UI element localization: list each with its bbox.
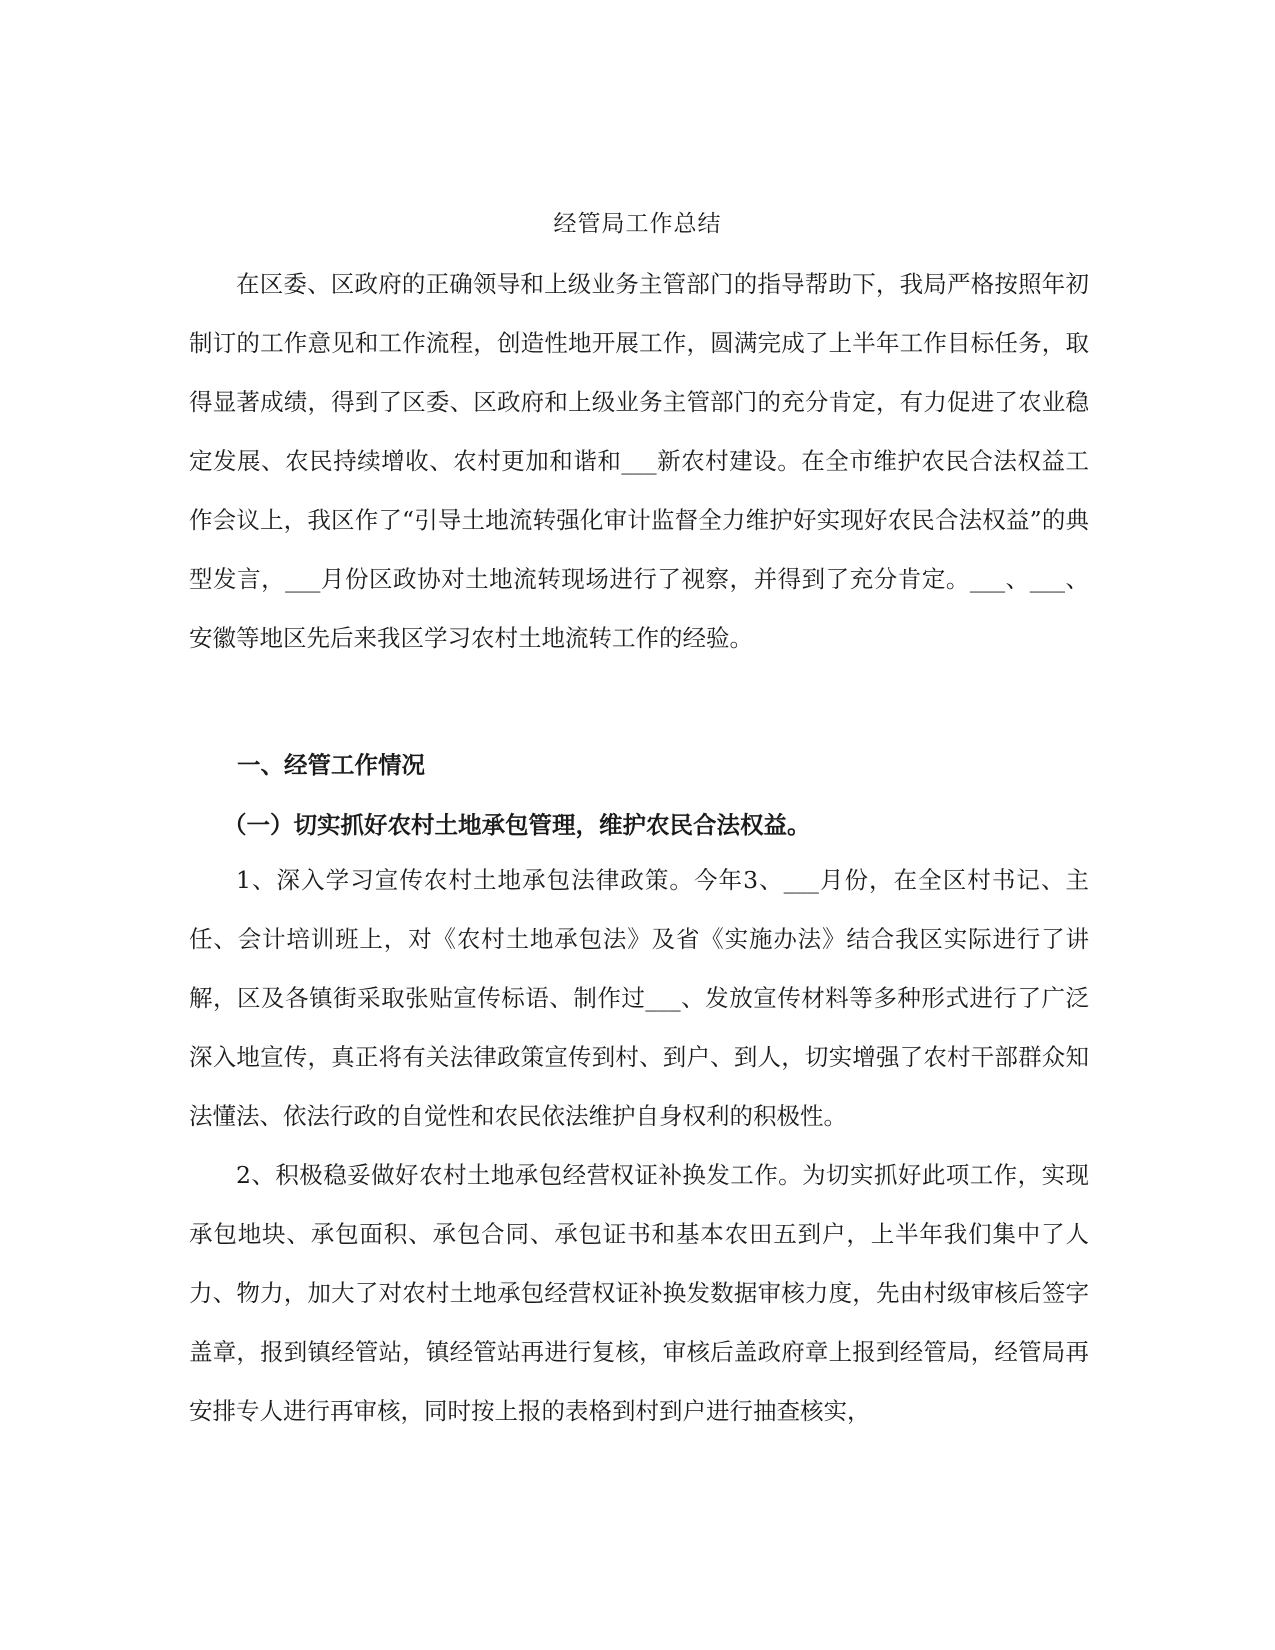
intro-block <box>189 255 1089 668</box>
intro-paragraph: 在区委、区政府的正确领导和上级业务主管部门的指导帮助下，我局严格按照年初制订的工作意见和工作流程，创造性地开展工作，圆满完成了上半年工作目标任务，取得显著成绩，得到了区委、区政府和上级业务主管部门的充分肯定，有力促进了农业稳定发展、农民持续增收、农村更加和谐和___新农村建设。在全市维护农民合法权益工作会议上，我区作了“引导土地流转强化审计监督全力维护好实现好农民合法权益”的典型发言，___月份区政协对土地流转现场进行了视察，并得到了充分肯定。___、___、安徽等地区先后来我区学习农村土地流转工作的经验。 <box>189 270 1089 652</box>
item-paragraph-1: 1、深入学习宣传农村土地承包法律政策。今年3、___月份，在全区村书记、主任、会计培训班上，对《农村土地承包法》及省《实施办法》结合我区实际进行了讲解，区及各镇街采取张贴宣传标语、制作过___、发放宣传材料等多种形式进行了广泛深入地宣传，真正将有关法律政策宣传到村、到户、到人，切实增强了农村干部群众知法懂法、依法行政的自觉性和农民依法维护自身权利的积极性。 <box>189 866 1089 1130</box>
document-title: 经管局工作总结 <box>553 211 722 237</box>
section-heading: 一、经管工作情况 <box>237 751 425 779</box>
item-paragraph-2: 2、积极稳妥做好农村土地承包经营权证补换发工作。为切实抓好此项工作，实现承包地块、承包面积、承包合同、承包证书和基本农田五到户，上半年我们集中了人力、物力，加大了对农村土地承包经营权证补换发数据审核力度，先由村级审核后签字盖章，报到镇经管站，镇经管站再进行复核，审核后盖政府章上报到经管局，经管局再安排专人进行再审核，同时按上报的表格到村到户进行抽查核实， <box>189 1161 1089 1425</box>
subsection-heading: （一）切实抓好农村土地承包管理，维护农民合法权益。 <box>223 811 811 839</box>
items-block <box>189 851 1089 1441</box>
